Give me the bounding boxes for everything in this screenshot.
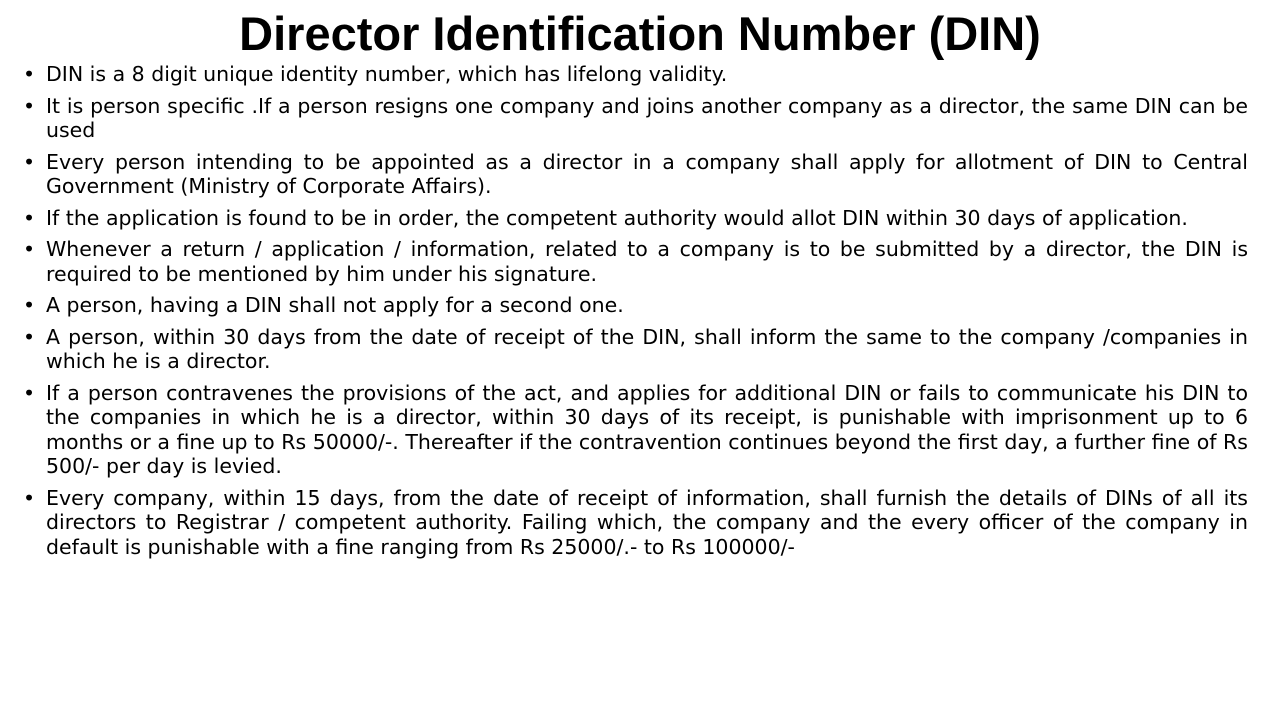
bullet-item [18,62,1248,87]
bullet-dot: • [23,149,36,174]
bullet-dot: • [23,205,36,230]
bullet-item [18,486,1248,560]
bullet-item [18,237,1248,286]
bullet-list [18,62,1248,566]
bullet-text: If the application is found to be in order, the competent authority would allot DIN within 30 days of application. [46,205,1188,230]
bullet-item [18,150,1248,199]
bullet-dot: • [23,237,36,261]
bullet-dot: • [23,293,36,317]
bullet-text: DIN is a 8 digit unique identity number, which has lifelong validity. [46,62,728,86]
bullet-text: Whenever a return / application / information, related to a company is to be submitted by a director, the DIN is required to be mentioned by him under his signature. [46,237,1248,286]
bullet-dot: • [23,93,36,118]
bullet-text: Every person intending to be appointed as a director in a company shall apply for allotment of DIN to Central Government (Ministry of Corporate Affairs). [46,149,1248,198]
bullet-text: If a person contravenes the provisions of the act, and applies for additional DIN or fails to communicate his DIN to the companies in which he is a director, within 30 days of its receipt, is punishable with imprisonment up to 6 months or a fine up to Rs 50000/-. Thereafter if the contravention continues beyond the first day, a further fine of Rs 500/- per day is levied. [46,380,1248,478]
slide-title: Director Identification Number (DIN) [239,7,1041,60]
bullet-item [18,94,1248,143]
bullet-text: A person, within 30 days from the date of receipt of the DIN, shall inform the same to the company /companies in which he is a director. [46,324,1248,373]
bullet-item [18,293,1248,318]
bullet-dot: • [23,324,36,349]
bullet-text: Every company, within 15 days, from the date of receipt of information, shall furnish the details of DINs of all its directors to Registrar / competent authority. Failing which, the company and the every officer of the company in default is punishable with a fine ranging from Rs 25000/.- to Rs 100000/- [46,485,1248,559]
bullet-dot: • [23,485,36,510]
bullet-dot: • [23,62,36,86]
bullet-item [18,325,1248,374]
bullet-item [18,381,1248,479]
bullet-text: A person, having a DIN shall not apply for a second one. [46,293,624,317]
bullet-text: It is person specific .If a person resigns one company and joins another company as a director, the same DIN can be used [46,93,1248,142]
bullet-item [18,206,1248,231]
bullet-dot: • [23,380,36,405]
